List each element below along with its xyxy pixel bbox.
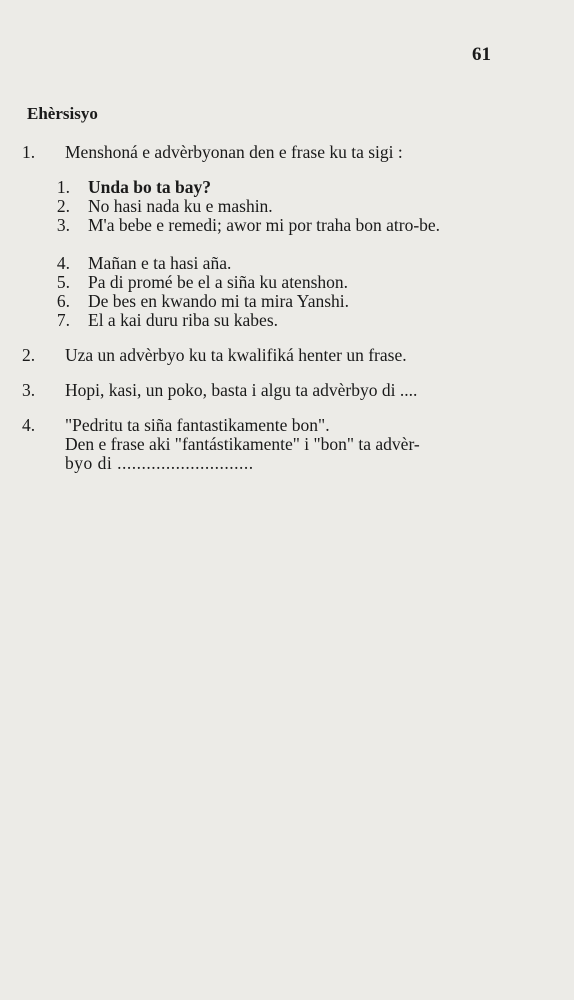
item-number: 2. bbox=[56, 196, 70, 216]
exercise-line-1: "Pedritu ta siña fantastikamente bon". bbox=[65, 415, 330, 435]
item-number: 4. bbox=[56, 253, 70, 273]
exercise-number: 1. bbox=[22, 142, 36, 162]
list-item bbox=[56, 310, 468, 331]
exercise-line-2: Den e frase aki "fantástikamente" i "bon" ta advèr- bbox=[65, 434, 420, 454]
exercise-text: Hopi, kasi, un poko, basta i algu ta advèrbyo di .... bbox=[65, 380, 418, 400]
item-text: No hasi nada ku e mashin. bbox=[88, 196, 273, 216]
item-number: 6. bbox=[56, 291, 70, 311]
item-text: Unda bo ta bay? bbox=[88, 177, 212, 197]
item-text: Mañan e ta hasi aña. bbox=[88, 253, 232, 273]
list-item bbox=[56, 272, 468, 293]
item-text: De bes en kwando mi ta mira Yanshi. bbox=[88, 291, 350, 311]
page-number: 61 bbox=[472, 44, 491, 65]
item-number: 3. bbox=[56, 215, 70, 235]
section-title: Ehèrsisyo bbox=[27, 104, 98, 123]
exercise-number: 2. bbox=[22, 345, 36, 365]
list-item bbox=[56, 196, 468, 217]
item-number: 5. bbox=[56, 272, 70, 292]
exercise-text: Uza un advèrbyo ku ta kwalifiká henter un frase. bbox=[65, 345, 407, 365]
exercise-number: 4. bbox=[22, 415, 36, 435]
item-text: El a kai duru riba su kabes. bbox=[88, 310, 279, 330]
exercise-number: 3. bbox=[22, 380, 36, 400]
item-number: 7. bbox=[56, 310, 70, 330]
item-text: Pa di promé be el a siña ku atenshon. bbox=[88, 272, 349, 292]
item-number: 1. bbox=[56, 177, 70, 197]
exercise-prompt: Menshoná e advèrbyonan den e frase ku ta sigi : bbox=[65, 142, 403, 162]
list-item bbox=[56, 215, 478, 236]
item-text: M'a bebe e remedi; awor mi por traha bon atro-be. bbox=[88, 215, 441, 235]
list-item bbox=[56, 177, 468, 198]
list-item bbox=[56, 253, 468, 274]
exercise-line-3: byo di ............................ bbox=[65, 453, 254, 473]
list-item bbox=[56, 291, 468, 312]
